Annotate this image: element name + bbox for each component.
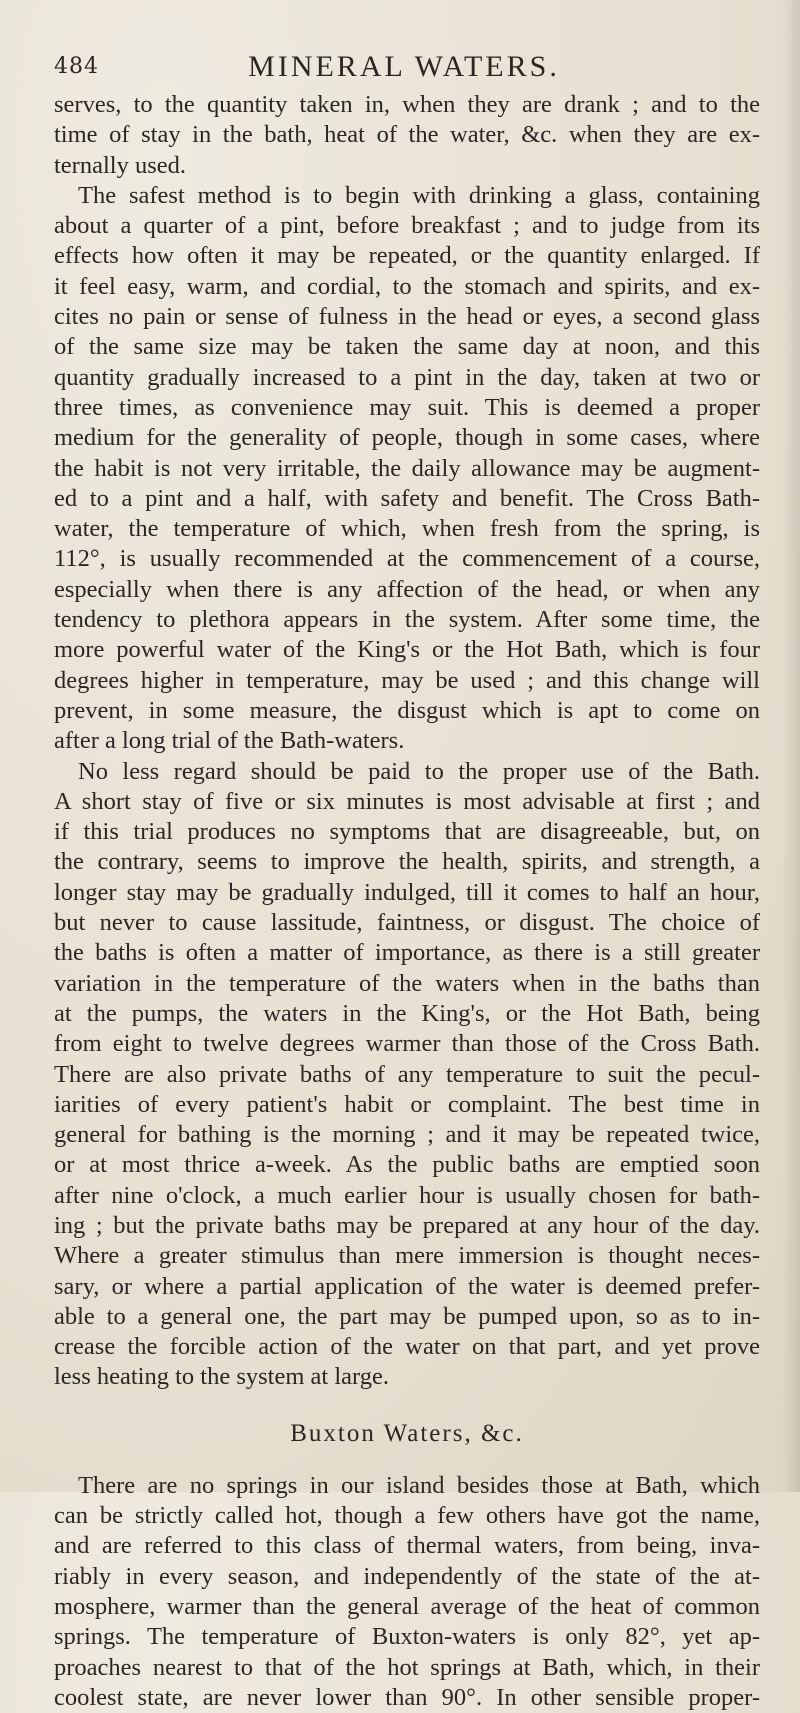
text-line: after a long trial of the Bath-waters. — [54, 727, 405, 755]
body-text — [54, 90, 760, 1713]
page-number: 484 — [54, 54, 99, 79]
text-line: of the same size may be taken the same day at noon, and this — [54, 333, 760, 361]
paragraph-2 — [54, 181, 760, 757]
text-line: general for bathing is the morning ; and it may be repeated twice, — [54, 1121, 760, 1149]
text-line: coolest state, are never lower than 90°. In other sensible proper- — [54, 1683, 760, 1711]
text-line: cites no pain or sense of fulness in the head or eyes, a second glass — [54, 303, 760, 331]
text-line: able to a general one, the part may be pumped upon, so as to in- — [54, 1302, 760, 1330]
text-line: three times, as convenience may suit. This is deemed a proper — [54, 393, 760, 421]
text-line: quantity gradually increased to a pint in the day, taken at two or — [54, 363, 760, 391]
text-line: serves, to the quantity taken in, when they are drank ; and to the — [54, 91, 760, 118]
text-line: about a quarter of a pint, before breakfast ; and to judge from its — [54, 212, 760, 240]
text-line: medium for the generality of people, though in some cases, where — [54, 424, 760, 452]
paragraph-1 — [54, 90, 760, 181]
text-line: tendency to plethora appears in the system. After some time, the — [54, 606, 760, 634]
text-line: the baths is often a matter of importance, as there is a still greater — [54, 939, 760, 967]
text-line: effects how often it may be repeated, or the quantity enlarged. If — [54, 242, 760, 270]
text-line: after nine o'clock, a much earlier hour is usually chosen for bath- — [54, 1181, 760, 1209]
running-head: MINERAL WATERS. — [248, 50, 560, 83]
text-line: ing ; but the private baths may be prepared at any hour of the day. — [54, 1211, 760, 1239]
text-line: degrees higher in temperature, may be used ; and this change will — [54, 666, 760, 694]
text-line: There are no springs in our island besides those at Bath, which — [78, 1471, 760, 1499]
text-line: riably in every season, and independently of the state of the at- — [54, 1562, 760, 1590]
text-line: mosphere, warmer than the general average of the heat of common — [54, 1592, 760, 1620]
text-line: 112°, is usually recommended at the commencement of a course, — [54, 545, 760, 573]
text-line: No less regard should be paid to the proper use of the Bath. — [78, 757, 760, 785]
text-line: but never to cause lassitude, faintness, or disgust. The choice of — [54, 909, 760, 937]
paragraph-4 — [54, 1471, 760, 1713]
text-line: sary, or where a partial application of the water is deemed prefer- — [54, 1272, 760, 1300]
text-line: ternally used. — [54, 151, 186, 179]
text-line: prevent, in some measure, the disgust which is apt to come on — [54, 696, 760, 724]
text-line: ed to a pint and a half, with safety and benefit. The Cross Bath- — [54, 484, 760, 512]
text-line: the habit is not very irritable, the daily allowance may be augment- — [54, 454, 760, 482]
text-line: crease the forcible action of the water on that part, and yet prove — [54, 1333, 760, 1361]
page-edge-shadow — [782, 0, 800, 1492]
text-line: There are also private baths of any temperature to suit the pecul- — [54, 1060, 760, 1088]
text-line: at the pumps, the waters in the King's, or the Hot Bath, being — [54, 999, 760, 1027]
text-line: iarities of every patient's habit or complaint. The best time in — [54, 1090, 760, 1118]
text-line: from eight to twelve degrees warmer than those of the Cross Bath. — [54, 1030, 760, 1058]
text-line: springs. The temperature of Buxton-waters is only 82°, yet ap- — [54, 1623, 760, 1651]
text-line: Where a greater stimulus than mere immersion is thought neces- — [54, 1242, 760, 1270]
text-line: variation in the temperature of the waters when in the baths than — [54, 969, 760, 997]
text-line: it feel easy, warm, and cordial, to the stomach and spirits, and ex- — [54, 272, 760, 300]
text-line: A short stay of five or six minutes is most advisable at first ; and — [54, 787, 760, 815]
text-line: especially when there is any affection of the head, or when any — [54, 575, 760, 603]
text-line: and are referred to this class of thermal waters, from being, inva- — [54, 1532, 760, 1560]
text-line: or at most thrice a-week. As the public baths are emptied soon — [54, 1151, 760, 1179]
text-line: less heating to the system at large. — [54, 1363, 389, 1391]
text-line: the contrary, seems to improve the health, spirits, and strength, a — [54, 848, 760, 876]
text-line: proaches nearest to that of the hot springs at Bath, which, in their — [54, 1653, 760, 1681]
text-line: time of stay in the bath, heat of the water, &c. when they are ex- — [54, 121, 760, 149]
page-header — [54, 50, 754, 90]
text-line: more powerful water of the King's or the Hot Bath, which is four — [54, 636, 760, 664]
text-line: water, the temperature of which, when fresh from the spring, is — [54, 515, 760, 543]
text-line: longer stay may be gradually indulged, till it comes to half an hour, — [54, 878, 760, 906]
text-line: The safest method is to begin with drinking a glass, containing — [78, 181, 760, 209]
section-heading: Buxton Waters, &c. — [290, 1419, 524, 1447]
text-line: if this trial produces no symptoms that are disagreeable, but, on — [54, 818, 760, 846]
text-line: can be strictly called hot, though a few others have got the name, — [54, 1502, 760, 1530]
paragraph-3 — [54, 757, 760, 1393]
